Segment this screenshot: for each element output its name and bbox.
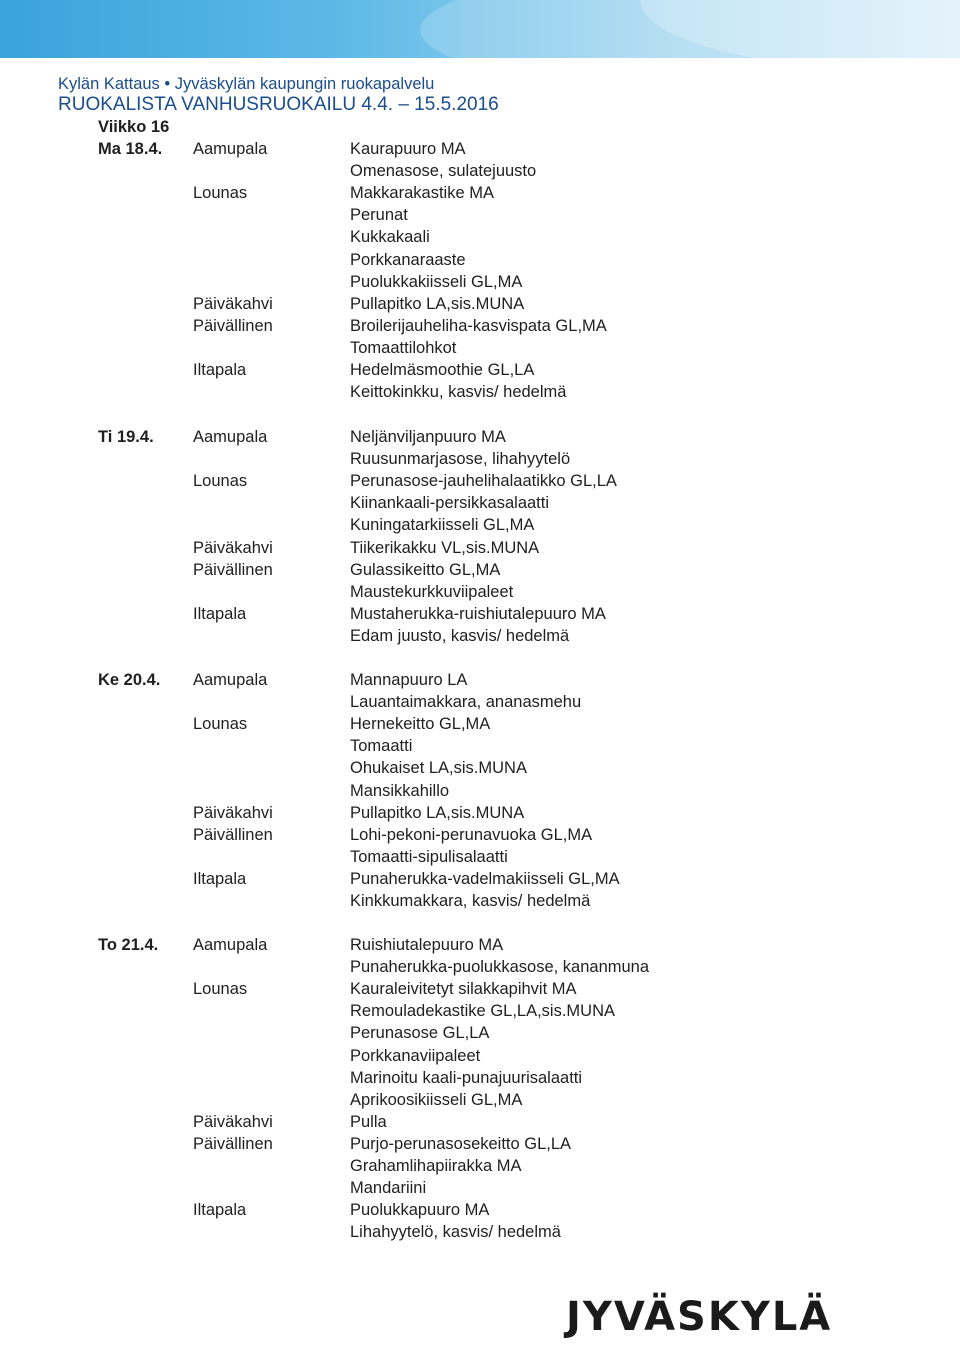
dish-item: Grahamlihapiirakka MA — [350, 1157, 522, 1175]
dish-item: Punaherukka-vadelmakiisseli GL,MA — [350, 869, 620, 888]
meal-name: Iltapala — [193, 1201, 247, 1220]
meal-name: Päivällinen — [193, 1134, 273, 1153]
dish-item: Tomaatti-sipulisalaatti — [350, 847, 508, 866]
dish-item: Keittokinkku, kasvis/ hedelmä — [350, 383, 567, 402]
meal-name: Päivällinen — [193, 560, 273, 579]
dish-item: Tomaattilohkot — [350, 338, 457, 357]
day-label: Ke 20.4. — [98, 671, 161, 689]
meal-name: Aamupala — [193, 428, 268, 446]
dish-item: Kuningatarkiisseli GL,MA — [350, 516, 535, 535]
org-line: Kylän Kattaus • Jyväskylän kaupungin ruokapalvelu — [58, 75, 435, 93]
meal-name: Iltapala — [193, 869, 247, 888]
dish-item: Pullapitko LA,sis.MUNA — [350, 803, 525, 822]
dish-item: Lihahyytelö, kasvis/ hedelmä — [350, 1223, 561, 1242]
meal-name: Päiväkahvi — [193, 294, 273, 313]
dish-item: Tiikerikakku VL,sis.MUNA — [350, 538, 540, 557]
dish-item: Edam juusto, kasvis/ hedelmä — [350, 626, 570, 645]
dish-item: Makkarakastike MA — [350, 184, 494, 203]
dish-item: Lauantaimakkara, ananasmehu — [350, 693, 582, 712]
dish-item: Hernekeitto GL,MA — [350, 715, 491, 734]
dish-item: Kauraleivitetyt silakkapihvit MA — [350, 980, 577, 999]
dish-item: Purjo-perunasosekeitto GL,LA — [350, 1134, 572, 1153]
dish-item: Maustekurkkuviipaleet — [350, 582, 514, 601]
dish-item: Hedelmäsmoothie GL,LA — [350, 361, 535, 379]
dish-item: Porkkanaviipaleet — [350, 1046, 481, 1065]
meal-name: Päiväkahvi — [193, 538, 273, 557]
dish-item: Punaherukka-puolukkasose, kananmuna — [350, 958, 650, 977]
dish-item: Perunasose GL,LA — [350, 1024, 490, 1043]
dish-item: Remouladekastike GL,LA,sis.MUNA — [350, 1002, 616, 1021]
dish-item: Pulla — [350, 1112, 387, 1131]
dish-item: Mansikkahillo — [350, 781, 450, 800]
dish-item: Mannapuuro LA — [350, 671, 468, 689]
week-label: Viikko 16 — [98, 118, 170, 136]
logo-text: JYVÄSKYLÄ — [566, 1294, 833, 1340]
dish-item: Mandariini — [350, 1179, 427, 1198]
meal-name: Päivällinen — [193, 825, 273, 844]
meal-name: Päivällinen — [193, 316, 273, 335]
dish-item: Porkkanaraaste — [350, 250, 466, 269]
dish-item: Kukkakaali — [350, 228, 430, 247]
dish-item: Pullapitko LA,sis.MUNA — [350, 294, 525, 313]
meal-name: Aamupala — [193, 671, 268, 689]
meal-name: Päiväkahvi — [193, 803, 273, 822]
dish-item: Lohi-pekoni-perunavuoka GL,MA — [350, 825, 593, 844]
dish-item: Omenasose, sulatejuusto — [350, 162, 537, 181]
dish-item: Aprikoosikiisseli GL,MA — [350, 1090, 523, 1109]
dish-item: Kiinankaali-persikkasalaatti — [350, 494, 550, 513]
dish-item: Perunat — [350, 206, 408, 225]
top-banner — [0, 0, 960, 58]
meal-name: Päiväkahvi — [193, 1112, 273, 1131]
day-label: To 21.4. — [98, 936, 159, 954]
dish-item: Puolukkapuuro MA — [350, 1201, 490, 1220]
meal-name: Lounas — [193, 980, 248, 999]
dish-item: Ohukaiset LA,sis.MUNA — [350, 759, 527, 778]
dish-item: Neljänviljanpuuro MA — [350, 428, 506, 446]
dish-item: Broilerijauheliha-kasvispata GL,MA — [350, 316, 607, 335]
dish-item: Ruusunmarjasose, lihahyytelö — [350, 450, 571, 469]
dish-item: Kaurapuuro MA — [350, 140, 466, 158]
dish-item: Ruishiutalepuuro MA — [350, 936, 504, 954]
dish-item: Puolukkakiisseli GL,MA — [350, 272, 523, 291]
day-label: Ma 18.4. — [98, 140, 163, 158]
dish-item: Gulassikeitto GL,MA — [350, 560, 501, 579]
meal-name: Lounas — [193, 184, 248, 203]
dish-item: Tomaatti — [350, 737, 413, 756]
meal-name: Aamupala — [193, 936, 268, 954]
meal-name: Aamupala — [193, 140, 268, 158]
meal-name: Iltapala — [193, 604, 247, 623]
meal-name: Lounas — [193, 472, 248, 491]
dish-item: Perunasose-jauhelihalaatikko GL,LA — [350, 472, 617, 491]
dish-item: Kinkkumakkara, kasvis/ hedelmä — [350, 892, 591, 910]
meal-name: Lounas — [193, 715, 248, 734]
jyvaskyla-logo — [566, 1294, 832, 1340]
menu-title: RUOKALISTA VANHUSRUOKAILU 4.4. – 15.5.2016 — [58, 94, 499, 115]
dish-item: Marinoitu kaali-punajuurisalaatti — [350, 1068, 583, 1087]
day-label: Ti 19.4. — [98, 428, 154, 446]
meal-name: Iltapala — [193, 361, 247, 379]
dish-item: Mustaherukka-ruishiutalepuuro MA — [350, 604, 606, 623]
